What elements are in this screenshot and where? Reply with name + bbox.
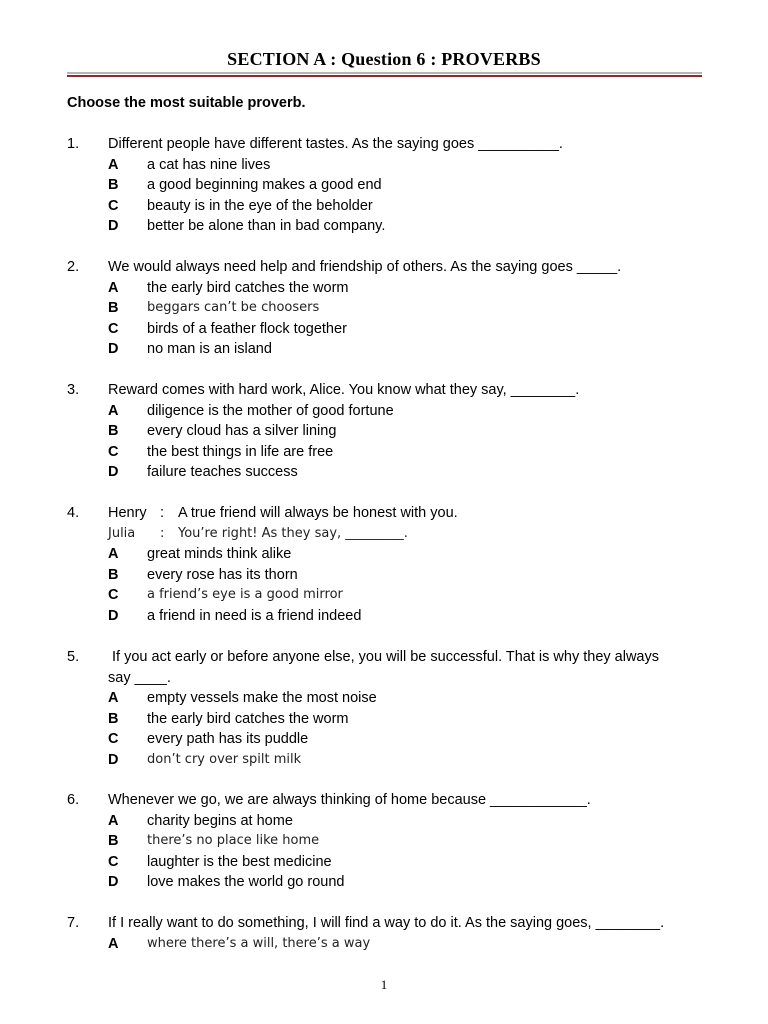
question-number: 4. [67,505,80,521]
speaker-name: Henry [108,505,147,521]
option-row [0,750,768,771]
option-row [0,729,768,750]
option-letter: A [108,156,119,173]
option-text: a good beginning makes a good end [147,177,382,194]
option-row [0,606,768,627]
dialogue-line [0,524,768,545]
question-3 [0,380,768,483]
option-text: the early bird catches the worm [147,279,349,296]
option-text: empty vessels make the most noise [147,690,377,707]
option-row [0,175,768,196]
question-number: 3. [67,382,80,398]
option-letter: B [108,177,119,194]
option-row [0,852,768,873]
option-text: the early bird catches the worm [147,710,349,727]
option-row [0,216,768,237]
option-letter: A [108,690,119,707]
question-number: 2. [67,259,80,275]
question-stem: Whenever we go, we are always thinking of home because ____________. [108,792,591,808]
option-letter: D [108,464,119,481]
option-text: a cat has nine lives [147,156,271,173]
option-row [0,688,768,709]
question-stem: Reward comes with hard work, Alice. You know what they say, ________. [108,382,580,398]
option-row [0,934,768,955]
option-letter: B [108,423,119,440]
option-row [0,196,768,217]
speaker-colon: : [160,505,165,521]
option-text: every path has its puddle [147,731,309,748]
question-stem: We would always need help and friendship of others. As the saying goes _____. [108,259,622,275]
option-letter: D [108,874,119,891]
option-text: there’s no place like home [147,833,320,849]
option-row [0,872,768,893]
option-letter: C [108,197,119,214]
page-number: 1 [380,977,388,992]
option-row [0,155,768,176]
question-stem: If you act early or before anyone else, you will be successful. That is why they always [108,649,659,665]
option-text: laughter is the best medicine [147,853,332,870]
option-letter: A [108,279,119,296]
option-letter: D [108,607,119,624]
option-letter: A [108,812,119,829]
speaker-colon: : [160,525,165,541]
option-row [0,339,768,360]
title-divider-red [67,75,702,77]
option-text: don’t cry over spilt milk [147,751,302,767]
question-number: 7. [67,915,80,931]
option-row [0,421,768,442]
question-stem-continued: say ____. [108,669,171,686]
option-letter: B [108,300,119,317]
speech-text: You’re right! As they say, _________. [178,525,408,541]
option-letter: C [108,587,119,604]
option-row [0,831,768,852]
option-row [0,319,768,340]
question-number: 5. [67,649,80,665]
question-stem: Different people have different tastes. As the saying goes __________. [108,136,563,152]
option-text: every rose has its thorn [147,566,298,583]
option-row [0,278,768,299]
option-letter: C [108,320,119,337]
option-letter: A [108,546,119,563]
option-text: every cloud has a silver lining [147,423,337,440]
option-letter: D [108,751,119,768]
question-stem: If I really want to do something, I will find a way to do it. As the saying goes, ________. [108,915,665,931]
option-text: charity begins at home [147,812,293,829]
option-text: great minds think alike [147,546,292,563]
option-text: love makes the world go round [147,874,345,891]
option-text: where there’s a will, there’s a way [147,935,371,951]
option-letter: D [108,341,119,358]
option-letter: A [108,402,119,419]
option-letter: B [108,566,119,583]
option-row [0,462,768,483]
option-row [0,401,768,422]
option-text: better be alone than in bad company. [147,218,386,235]
instruction: Choose the most suitable proverb. [67,95,306,111]
option-row [0,811,768,832]
dialogue-line [0,503,768,524]
speech-text: A true friend will always be honest with you. [178,505,458,521]
option-text: a friend in need is a friend indeed [147,607,362,624]
question-4 [0,503,768,627]
option-letter: C [108,731,119,748]
speaker-name: Julia [108,525,136,541]
option-letter: D [108,218,119,235]
option-row [0,585,768,606]
option-row [0,544,768,565]
option-row [0,298,768,319]
option-text: beggars can’t be choosers [147,300,320,316]
option-letter: B [108,833,119,850]
question-2 [0,257,768,360]
option-letter: C [108,443,119,460]
question-number: 1. [67,136,80,152]
question-1 [0,134,768,237]
option-letter: B [108,710,119,727]
option-text: the best things in life are free [147,443,334,460]
question-number: 6. [67,792,80,808]
option-text: failure teaches success [147,464,298,481]
option-row [0,442,768,463]
option-text: birds of a feather flock together [147,320,347,337]
title-divider-gray [67,72,702,74]
option-text: a friend’s eye is a good mirror [147,587,343,603]
page-title: SECTION A : Question 6 : PROVERBS [227,49,541,69]
option-text: beauty is in the eye of the beholder [147,197,373,214]
option-text: diligence is the mother of good fortune [147,402,394,419]
question-7 [0,913,768,954]
option-row [0,565,768,586]
question-5 [0,647,768,771]
option-row [0,709,768,730]
option-text: no man is an island [147,341,272,358]
option-letter: C [108,853,119,870]
question-6 [0,790,768,893]
option-letter: A [108,935,119,952]
